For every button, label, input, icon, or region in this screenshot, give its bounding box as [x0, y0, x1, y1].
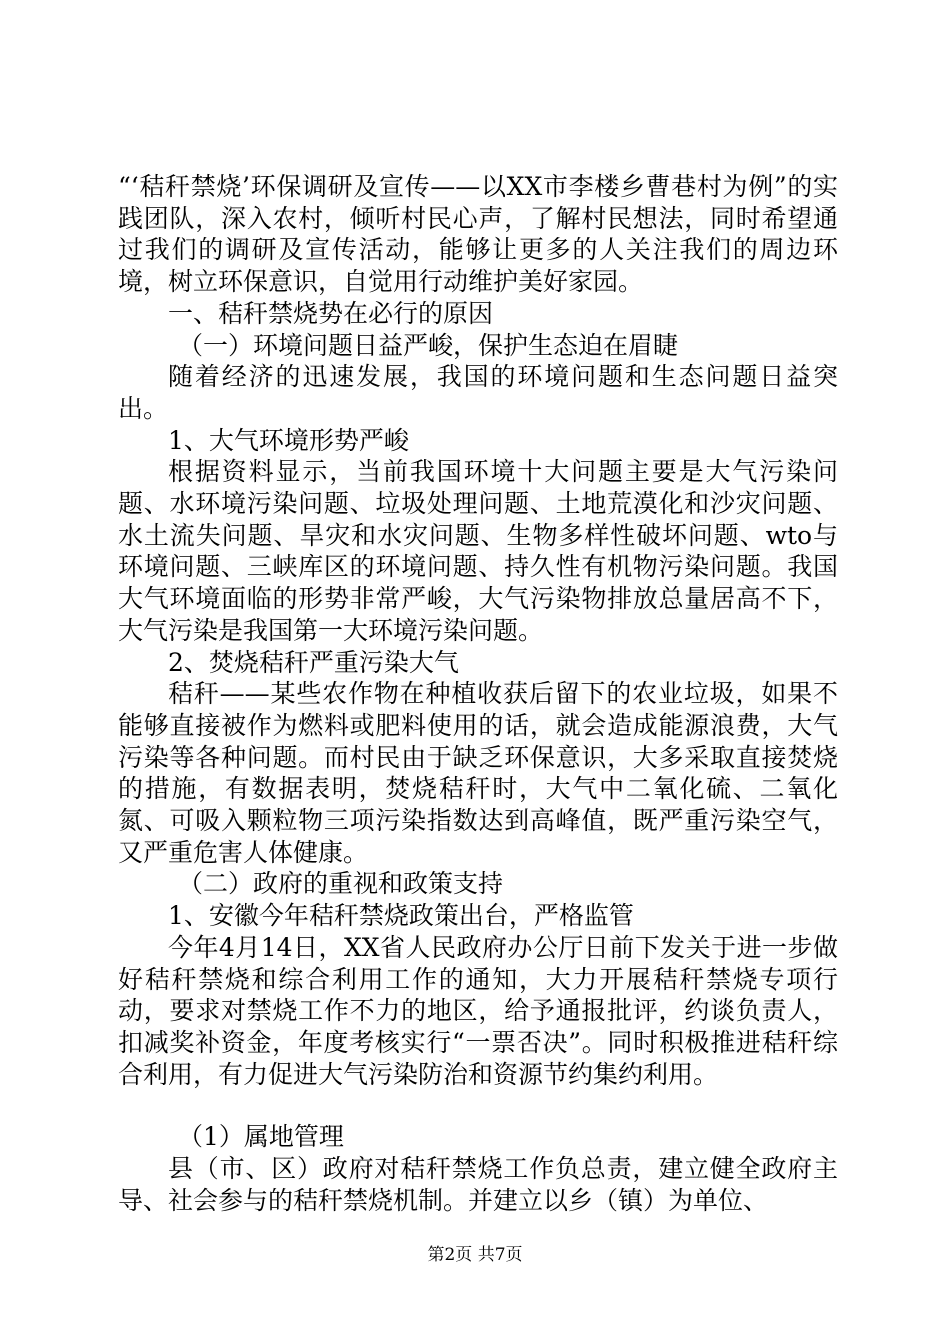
paragraph-ten-problems: 根据资料显示，当前我国环境十大问题主要是大气污染问题、水环境污染问题、垃圾处理问题、土地荒漠化和沙灾问题、水土流失问题、旱灾和水灾问题、生物多样性破坏问题、wto与环境问题、三峡库区的环境问题、持久性有机物污染问题。我国大气环境面临的形势非常严峻，大气污染物排放总量居高不下，大气污染是我国第一大环境污染问题。	[118, 457, 838, 645]
heading-subsection-2: （二）政府的重视和政策支持	[178, 869, 504, 899]
paragraph-gap	[118, 1090, 838, 1121]
heading-policy-1: 1、安徽今年秸秆禁烧政策出台，严格监管	[168, 901, 634, 931]
document-body	[118, 171, 838, 1217]
heading-territorial: （1）属地管理	[178, 1122, 344, 1152]
heading-item-1: 1、大气环境形势严峻	[168, 425, 409, 455]
page-number-footer: 第2页 共7页	[427, 1245, 523, 1265]
paragraph-economy: 随着经济的迅速发展，我国的环境问题和生态问题日益突出。	[118, 362, 838, 423]
heading-subsection-1: （一）环境问题日益严峻，保护生态迫在眉睫	[178, 330, 679, 360]
paragraph-straw: 秸秆——某些农作物在种植收获后留下的农业垃圾，如果不能够直接被作为燃料或肥料使用的话，就会造成能源浪费，大气污染等各种问题。而村民由于缺乏环保意识，大多采取直接焚烧的措施，有数据表明，焚烧秸秆时，大气中二氧化硫、二氧化氮、可吸入颗粒物三项污染指数达到高峰值，既严重污染空气，又严重危害人体健康。	[118, 679, 838, 867]
heading-section-1: 一、秸秆禁烧势在必行的原因	[168, 298, 494, 328]
paragraph-policy: 今年4月14日，XX省人民政府办公厅日前下发关于进一步做好秸秆禁烧和综合利用工作的通知，大力开展秸秆禁烧专项行动，要求对禁烧工作不力的地区，给予通报批评，约谈负责人，扣减奖补资金，年度考核实行“一票否决”。同时积极推进秸秆综合利用，有力促进大气污染防治和资源节约集约利用。	[118, 932, 838, 1089]
heading-item-2: 2、焚烧秸秆严重污染大气	[168, 647, 459, 677]
paragraph-intro: “‘秸秆禁烧’环保调研及宣传——以XX市李楼乡曹巷村为例”的实践团队，深入农村，倾听村民心声，了解村民想法，同时希望通过我们的调研及宣传活动，能够让更多的人关注我们的周边环境，树立环保意识，自觉用行动维护美好家园。	[118, 172, 838, 297]
paragraph-county: 县（市、区）政府对秸秆禁烧工作负总责，建立健全政府主导、社会参与的秸秆禁烧机制。并建立以乡（镇）为单位、	[118, 1154, 838, 1215]
